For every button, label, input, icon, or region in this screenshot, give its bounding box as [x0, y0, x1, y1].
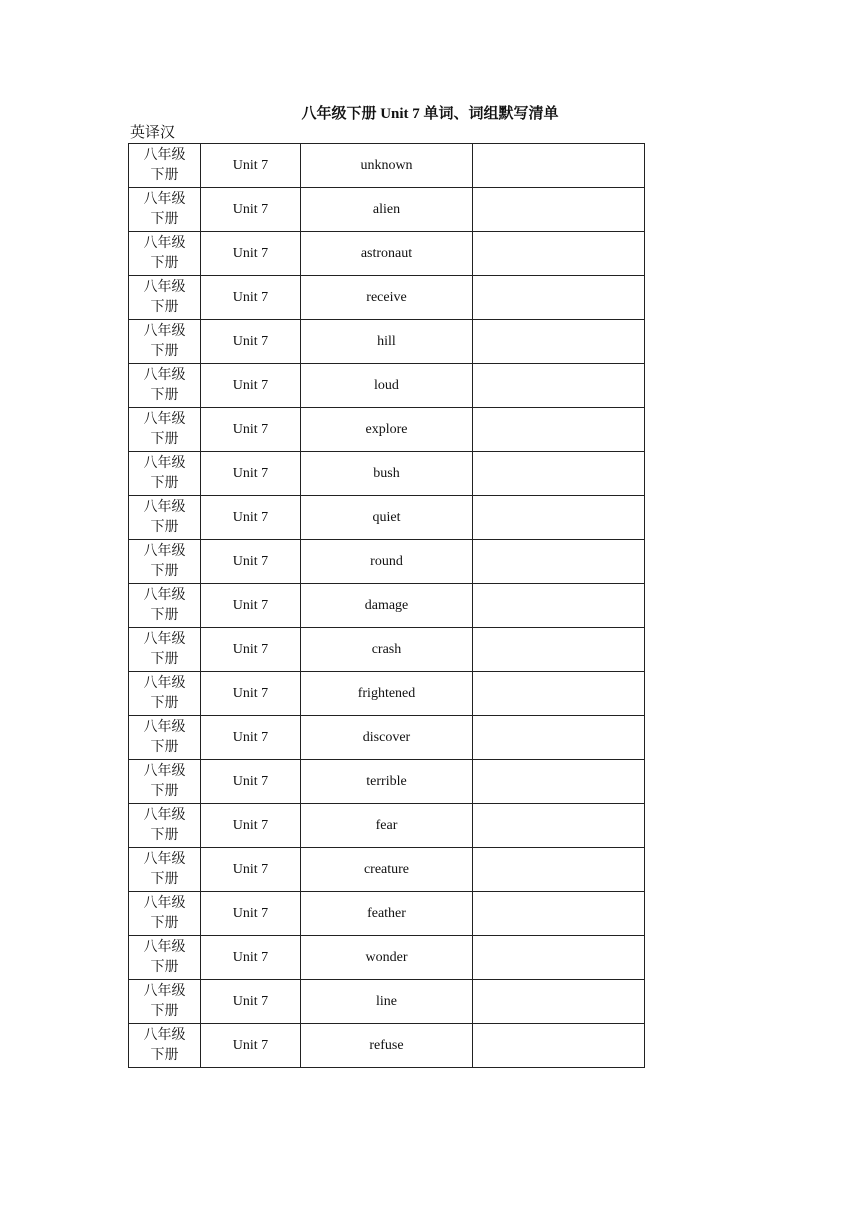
unit-cell: Unit 7: [201, 144, 301, 188]
answer-cell[interactable]: [473, 408, 645, 452]
table-row: [129, 232, 645, 276]
answer-cell[interactable]: [473, 188, 645, 232]
table-row: [129, 452, 645, 496]
answer-cell[interactable]: [473, 848, 645, 892]
grade-cell: 八年级下册: [129, 848, 201, 892]
unit-cell: Unit 7: [201, 408, 301, 452]
grade-cell: 八年级下册: [129, 408, 201, 452]
unit-cell: Unit 7: [201, 672, 301, 716]
word-cell: feather: [301, 892, 473, 936]
word-cell: hill: [301, 320, 473, 364]
table-row: [129, 320, 645, 364]
grade-cell: 八年级下册: [129, 760, 201, 804]
grade-cell: 八年级下册: [129, 144, 201, 188]
word-cell: alien: [301, 188, 473, 232]
grade-cell: 八年级下册: [129, 584, 201, 628]
answer-cell[interactable]: [473, 936, 645, 980]
grade-cell: 八年级下册: [129, 540, 201, 584]
unit-cell: Unit 7: [201, 760, 301, 804]
word-cell: wonder: [301, 936, 473, 980]
unit-cell: Unit 7: [201, 276, 301, 320]
answer-cell[interactable]: [473, 804, 645, 848]
answer-cell[interactable]: [473, 232, 645, 276]
table-row: [129, 980, 645, 1024]
table-row: [129, 364, 645, 408]
answer-cell[interactable]: [473, 496, 645, 540]
table-row: [129, 716, 645, 760]
word-cell: unknown: [301, 144, 473, 188]
unit-cell: Unit 7: [201, 540, 301, 584]
vocabulary-table: [128, 143, 645, 1068]
table-row: [129, 540, 645, 584]
answer-cell[interactable]: [473, 628, 645, 672]
grade-cell: 八年级下册: [129, 716, 201, 760]
grade-cell: 八年级下册: [129, 980, 201, 1024]
page-title: 八年级下册 Unit 7 单词、词组默写清单: [301, 106, 559, 122]
table-row: [129, 760, 645, 804]
unit-cell: Unit 7: [201, 892, 301, 936]
grade-cell: 八年级下册: [129, 672, 201, 716]
grade-cell: 八年级下册: [129, 804, 201, 848]
word-cell: discover: [301, 716, 473, 760]
answer-cell[interactable]: [473, 716, 645, 760]
answer-cell[interactable]: [473, 672, 645, 716]
table-row: [129, 936, 645, 980]
grade-cell: 八年级下册: [129, 188, 201, 232]
unit-cell: Unit 7: [201, 496, 301, 540]
answer-cell[interactable]: [473, 364, 645, 408]
word-cell: line: [301, 980, 473, 1024]
table-row: [129, 848, 645, 892]
table-row: [129, 892, 645, 936]
answer-cell[interactable]: [473, 892, 645, 936]
grade-cell: 八年级下册: [129, 276, 201, 320]
table-row: [129, 496, 645, 540]
grade-cell: 八年级下册: [129, 936, 201, 980]
word-cell: explore: [301, 408, 473, 452]
table-row: [129, 1024, 645, 1068]
table-row: [129, 804, 645, 848]
unit-cell: Unit 7: [201, 364, 301, 408]
answer-cell[interactable]: [473, 1024, 645, 1068]
unit-cell: Unit 7: [201, 848, 301, 892]
grade-cell: 八年级下册: [129, 628, 201, 672]
grade-cell: 八年级下册: [129, 496, 201, 540]
table-row: [129, 188, 645, 232]
unit-cell: Unit 7: [201, 188, 301, 232]
table-row: [129, 672, 645, 716]
table-row: [129, 628, 645, 672]
section-label: 英译汉: [130, 125, 176, 141]
word-cell: refuse: [301, 1024, 473, 1068]
table-row: [129, 584, 645, 628]
vocabulary-table-body: [129, 144, 645, 1068]
unit-cell: Unit 7: [201, 452, 301, 496]
word-cell: fear: [301, 804, 473, 848]
word-cell: frightened: [301, 672, 473, 716]
grade-cell: 八年级下册: [129, 452, 201, 496]
grade-cell: 八年级下册: [129, 1024, 201, 1068]
grade-cell: 八年级下册: [129, 892, 201, 936]
word-cell: creature: [301, 848, 473, 892]
answer-cell[interactable]: [473, 452, 645, 496]
unit-cell: Unit 7: [201, 232, 301, 276]
unit-cell: Unit 7: [201, 584, 301, 628]
word-cell: receive: [301, 276, 473, 320]
table-row: [129, 144, 645, 188]
answer-cell[interactable]: [473, 584, 645, 628]
word-cell: quiet: [301, 496, 473, 540]
word-cell: damage: [301, 584, 473, 628]
unit-cell: Unit 7: [201, 1024, 301, 1068]
word-cell: astronaut: [301, 232, 473, 276]
word-cell: loud: [301, 364, 473, 408]
word-cell: terrible: [301, 760, 473, 804]
unit-cell: Unit 7: [201, 980, 301, 1024]
unit-cell: Unit 7: [201, 804, 301, 848]
answer-cell[interactable]: [473, 320, 645, 364]
grade-cell: 八年级下册: [129, 232, 201, 276]
answer-cell[interactable]: [473, 760, 645, 804]
word-cell: crash: [301, 628, 473, 672]
grade-cell: 八年级下册: [129, 364, 201, 408]
answer-cell[interactable]: [473, 540, 645, 584]
grade-cell: 八年级下册: [129, 320, 201, 364]
word-cell: round: [301, 540, 473, 584]
table-row: [129, 408, 645, 452]
word-cell: bush: [301, 452, 473, 496]
answer-cell[interactable]: [473, 276, 645, 320]
unit-cell: Unit 7: [201, 320, 301, 364]
table-row: [129, 276, 645, 320]
unit-cell: Unit 7: [201, 628, 301, 672]
unit-cell: Unit 7: [201, 936, 301, 980]
answer-cell[interactable]: [473, 144, 645, 188]
unit-cell: Unit 7: [201, 716, 301, 760]
answer-cell[interactable]: [473, 980, 645, 1024]
